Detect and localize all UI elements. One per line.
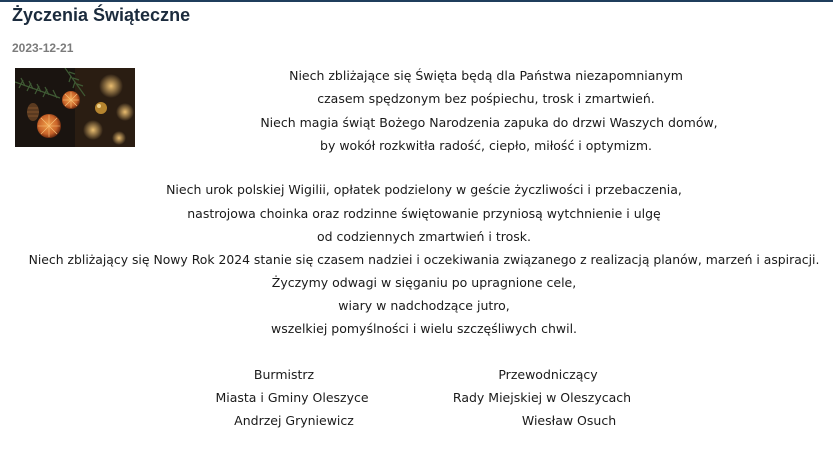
- wish-line: Niech urok polskiej Wigilii, opłatek podzielony w geście życzliwości i przebaczenia,: [166, 182, 682, 197]
- wish-line: nastrojowa choinka oraz rodzinne świętowanie przyniosą wytchnienie i ulgę: [187, 206, 661, 221]
- wish-line: Niech magia świąt Bożego Narodzenia zapuka do drzwi Waszych domów,: [260, 115, 718, 130]
- wish-line: Życzymy odwagi w sięganiu po upragnione cele,: [271, 275, 577, 290]
- signature-left-name: Andrzej Gryniewicz: [234, 413, 354, 428]
- signature-right-office: Rady Miejskiej w Oleszycach: [452, 390, 632, 405]
- wish-line: wszelkiej pomyślności i wielu szczęśliwych chwil.: [270, 321, 578, 336]
- article-title[interactable]: Życzenia Świąteczne: [12, 5, 191, 25]
- wish-line: Niech zbliżający się Nowy Rok 2024 stanie się czasem nadziei i oczekiwania związanego z realizacją planów, marzeń i aspiracji.: [28, 252, 820, 267]
- wish-line: by wokół rozkwitła radość, ciepło, miłość i optymizm.: [320, 138, 652, 153]
- article-date: 2023-12-21: [12, 41, 74, 55]
- signature-right-name: Wiesław Osuch: [521, 413, 617, 428]
- christmas-photo-icon: [15, 68, 135, 147]
- article-image[interactable]: [15, 68, 135, 147]
- wish-line: wiary w nadchodzące jutro,: [338, 298, 510, 313]
- signature-left-office: Miasta i Gminy Oleszyce: [215, 390, 369, 405]
- top-border: [0, 0, 833, 2]
- wish-line: czasem spędzonym bez pośpiechu, trosk i zmartwień.: [317, 91, 655, 106]
- wish-line: od codziennych zmartwień i trosk.: [316, 229, 532, 244]
- wish-line: Niech zbliżające się Święta będą dla Państwa niezapomnianym: [289, 68, 683, 83]
- signature-right-title: Przewodniczący: [498, 367, 598, 382]
- signature-left-title: Burmistrz: [253, 367, 315, 382]
